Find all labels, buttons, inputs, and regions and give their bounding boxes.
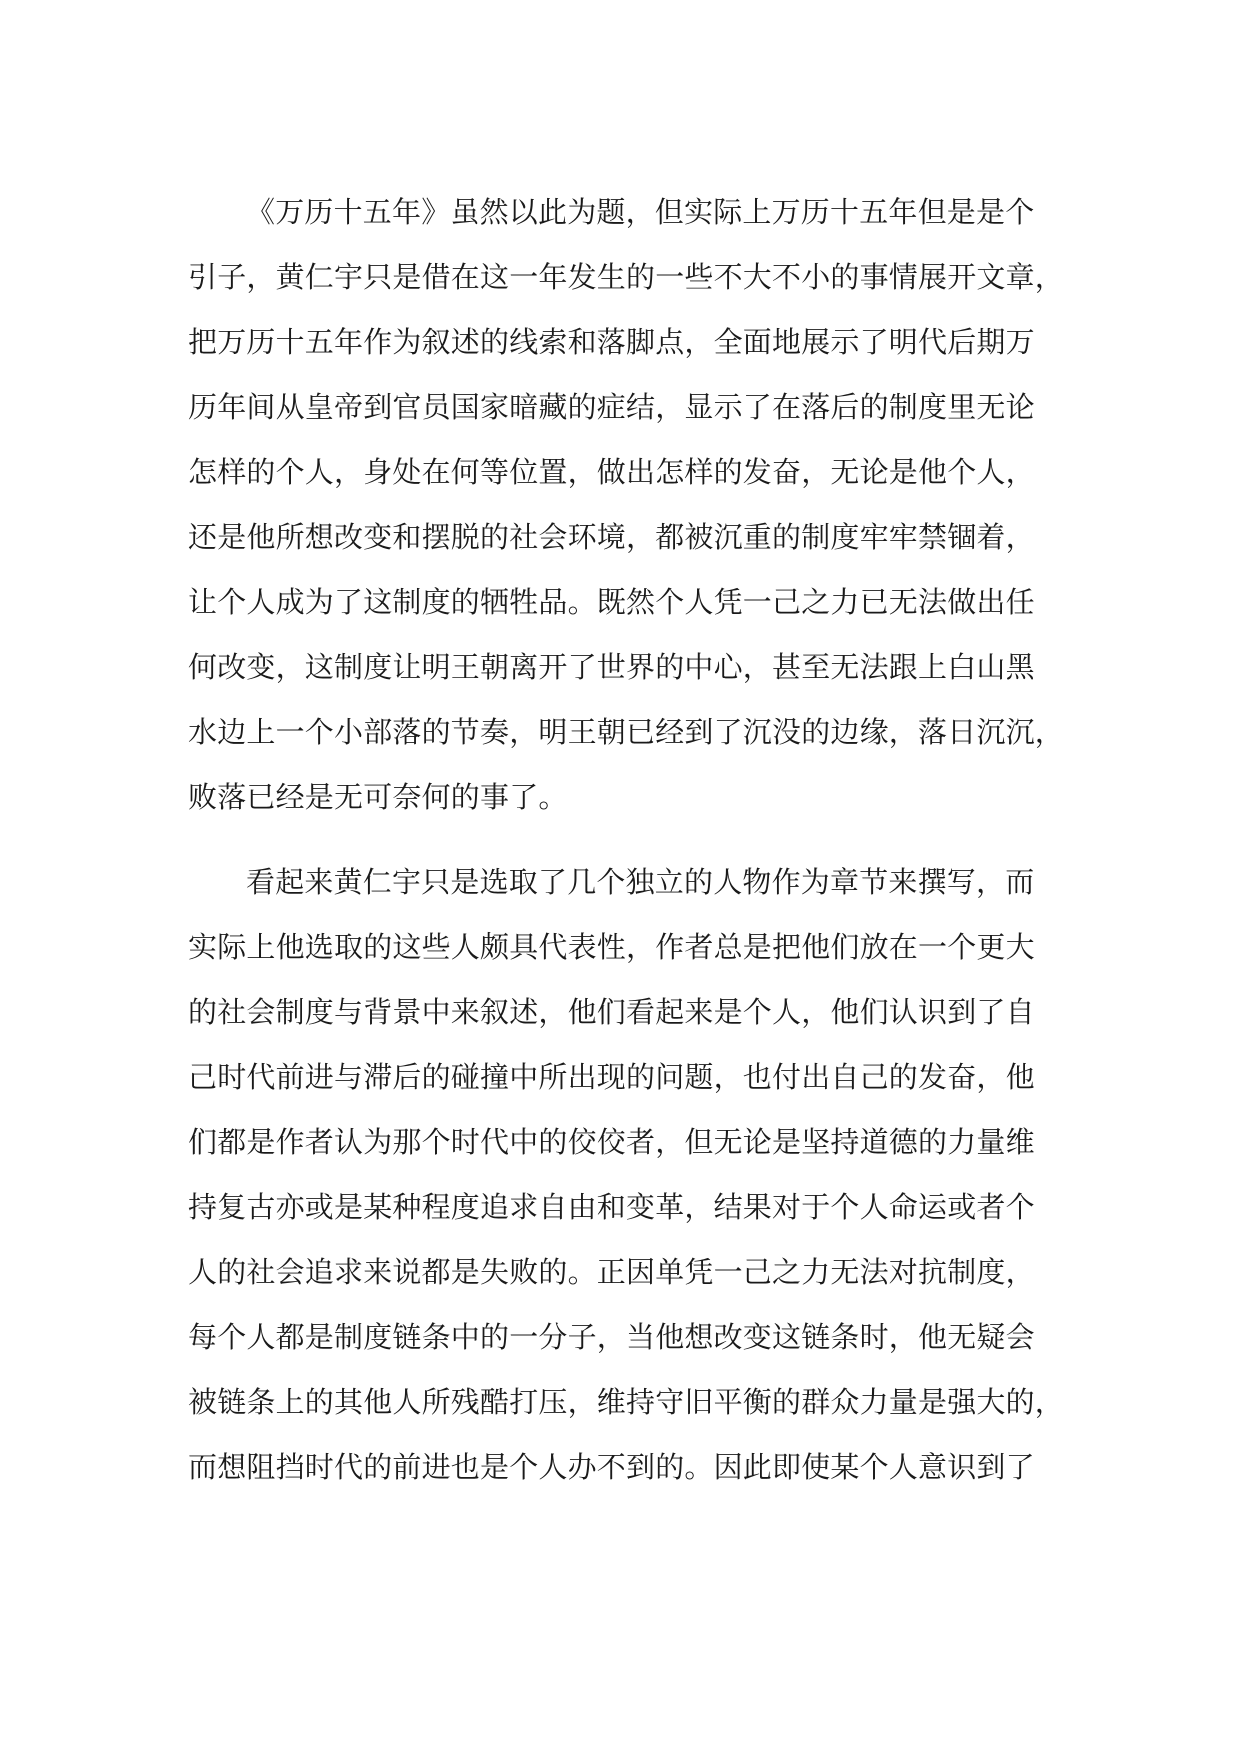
paragraph-2 [188, 850, 1068, 1500]
paragraph-line: 怎样的个人，身处在何等位置，做出怎样的发奋，无论是他个人， [188, 455, 1035, 489]
paragraph-line: 让个人成为了这制度的牺牲品。既然个人凭一己之力已无法做出任 [188, 585, 1035, 619]
paragraph-line: 们都是作者认为那个时代中的佼佼者，但无论是坚持道德的力量维 [188, 1125, 1035, 1159]
paragraph-1 [188, 180, 1068, 830]
paragraph-line: 持复古亦或是某种程度追求自由和变革，结果对于个人命运或者个 [188, 1190, 1035, 1224]
paragraph-line: 实际上他选取的这些人颇具代表性，作者总是把他们放在一个更大 [188, 930, 1035, 964]
paragraph-line: 的社会制度与背景中来叙述，他们看起来是个人，他们认识到了自 [188, 995, 1035, 1029]
paragraph-line: 《万历十五年》虽然以此为题，但实际上万历十五年但是是个 [246, 195, 1035, 229]
paragraph-line: 历年间从皇帝到官员国家暗藏的症结，显示了在落后的制度里无论 [188, 390, 1035, 424]
paragraph-line: 还是他所想改变和摆脱的社会环境，都被沉重的制度牢牢禁锢着， [188, 520, 1035, 554]
paragraph-line: 败落已经是无可奈何的事了。 [188, 780, 568, 814]
paragraph-line: 何改变，这制度让明王朝离开了世界的中心，甚至无法跟上白山黑 [188, 650, 1035, 684]
paragraph-line: 引子，黄仁宇只是借在这一年发生的一些不大不小的事情展开文章， [188, 260, 1065, 294]
paragraph-line: 把万历十五年作为叙述的线索和落脚点，全面地展示了明代后期万 [188, 325, 1035, 359]
paragraph-line: 水边上一个小部落的节奏，明王朝已经到了沉没的边缘，落日沉沉， [188, 715, 1065, 749]
paragraph-line: 被链条上的其他人所残酷打压，维持守旧平衡的群众力量是强大的， [188, 1385, 1065, 1419]
paragraph-line: 而想阻挡时代的前进也是个人办不到的。因此即使某个人意识到了 [188, 1450, 1035, 1484]
paragraph-line: 看起来黄仁宇只是选取了几个独立的人物作为章节来撰写，而 [246, 865, 1035, 899]
paragraph-line: 每个人都是制度链条中的一分子，当他想改变这链条时，他无疑会 [188, 1320, 1035, 1354]
paragraph-line: 人的社会追求来说都是失败的。正因单凭一己之力无法对抗制度， [188, 1255, 1035, 1289]
paragraph-line: 己时代前进与滞后的碰撞中所出现的问题，也付出自己的发奋，他 [188, 1060, 1035, 1094]
